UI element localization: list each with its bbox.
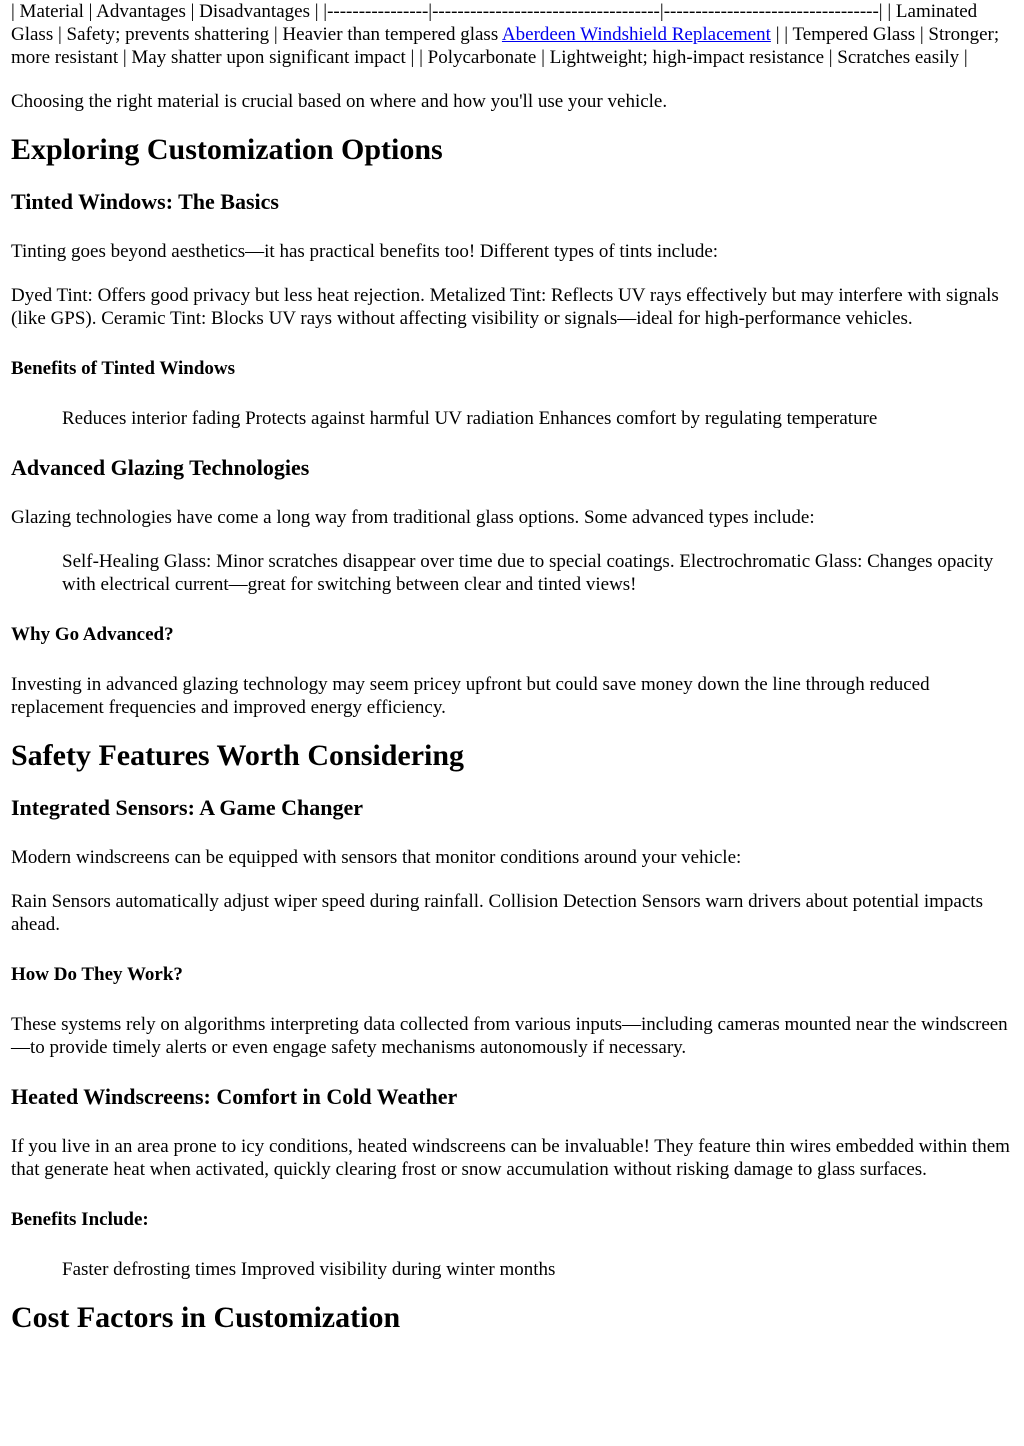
- heated-heading: Heated Windscreens: Comfort in Cold Weather: [11, 1084, 458, 1109]
- safety-heading: Safety Features Worth Considering: [11, 739, 465, 772]
- tinted-intro: Tinting goes beyond aesthetics—it has practical benefits too! Different types of tints include:: [11, 241, 719, 262]
- aberdeen-windshield-link[interactable]: Aberdeen Windshield Replacement: [501, 24, 771, 45]
- glazing-types-list: [62, 550, 1014, 596]
- heated-benefits-list: [62, 1258, 1014, 1281]
- glazing-intro: Glazing technologies have come a long way from traditional glass options. Some advanced types include:: [11, 507, 815, 528]
- customization-heading: Exploring Customization Options: [11, 133, 443, 166]
- heated-benefits-heading: Benefits Include:: [11, 1209, 149, 1230]
- sensors-intro: Modern windscreens can be equipped with sensors that monitor conditions around your vehicle:: [11, 847, 742, 868]
- why-advanced-text: Investing in advanced glazing technology may seem pricey upfront but could save money down the line through reduced replacement frequencies and improved energy efficiency.: [11, 674, 930, 718]
- material-table-text: [11, 0, 1014, 69]
- glazing-heading: Advanced Glazing Technologies: [11, 455, 310, 480]
- tinted-benefits-heading: Benefits of Tinted Windows: [11, 358, 236, 379]
- how-work-heading: How Do They Work?: [11, 964, 183, 985]
- sensor-types: Rain Sensors automatically adjust wiper speed during rainfall. Collision Detection Sensors warn drivers about potential impacts ahead.: [11, 891, 983, 935]
- tinted-heading: Tinted Windows: The Basics: [11, 189, 279, 214]
- cost-heading: Cost Factors in Customization: [11, 1301, 401, 1334]
- tinted-benefits-list: [62, 407, 1014, 430]
- why-advanced-heading: Why Go Advanced?: [11, 624, 174, 645]
- heated-text: If you live in an area prone to icy conditions, heated windscreens can be invaluable! They feature thin wires embedded within them that generate heat when activated, quickly clearing frost or snow accumulation without risking damage to glass surfaces.: [11, 1136, 1010, 1180]
- table-text-before-link: | Material | Advantages | Disadvantages | |----------------|------------------------------------|----------------------------------| | Laminated Glass | Safety; prevents shattering | Heavier than tempered glass: [11, 1, 978, 45]
- tint-types: Dyed Tint: Offers good privacy but less heat rejection. Metalized Tint: Reflects UV rays effectively but may interfere with signals (like GPS). Ceramic Tint: Blocks UV rays without affecting visibility or signals—ideal for high-performance vehicles.: [11, 285, 999, 329]
- tinted-benefits-text: Reduces interior fading Protects against harmful UV radiation Enhances comfort by regulating temperature: [62, 408, 878, 429]
- sensors-heading: Integrated Sensors: A Game Changer: [11, 795, 363, 820]
- how-work-text: These systems rely on algorithms interpreting data collected from various inputs—including cameras mounted near the windscreen—to provide timely alerts or even engage safety mechanisms autonomously if necessary.: [11, 1014, 1008, 1058]
- intro-paragraph: Choosing the right material is crucial based on where and how you'll use your vehicle.: [11, 91, 668, 112]
- glazing-types-text: Self-Healing Glass: Minor scratches disappear over time due to special coatings. Electrochromatic Glass: Changes opacity with electrical current—great for switching between clear and tinted views!: [62, 551, 994, 595]
- table-text-after-link: | | Tempered Glass | Stronger; more resistant | May shatter upon significant impact | | Polycarbonate | Lightweight; high-impact resistance | Scratches easily |: [11, 24, 1000, 68]
- heated-benefits-text: Faster defrosting times Improved visibility during winter months: [62, 1259, 556, 1280]
